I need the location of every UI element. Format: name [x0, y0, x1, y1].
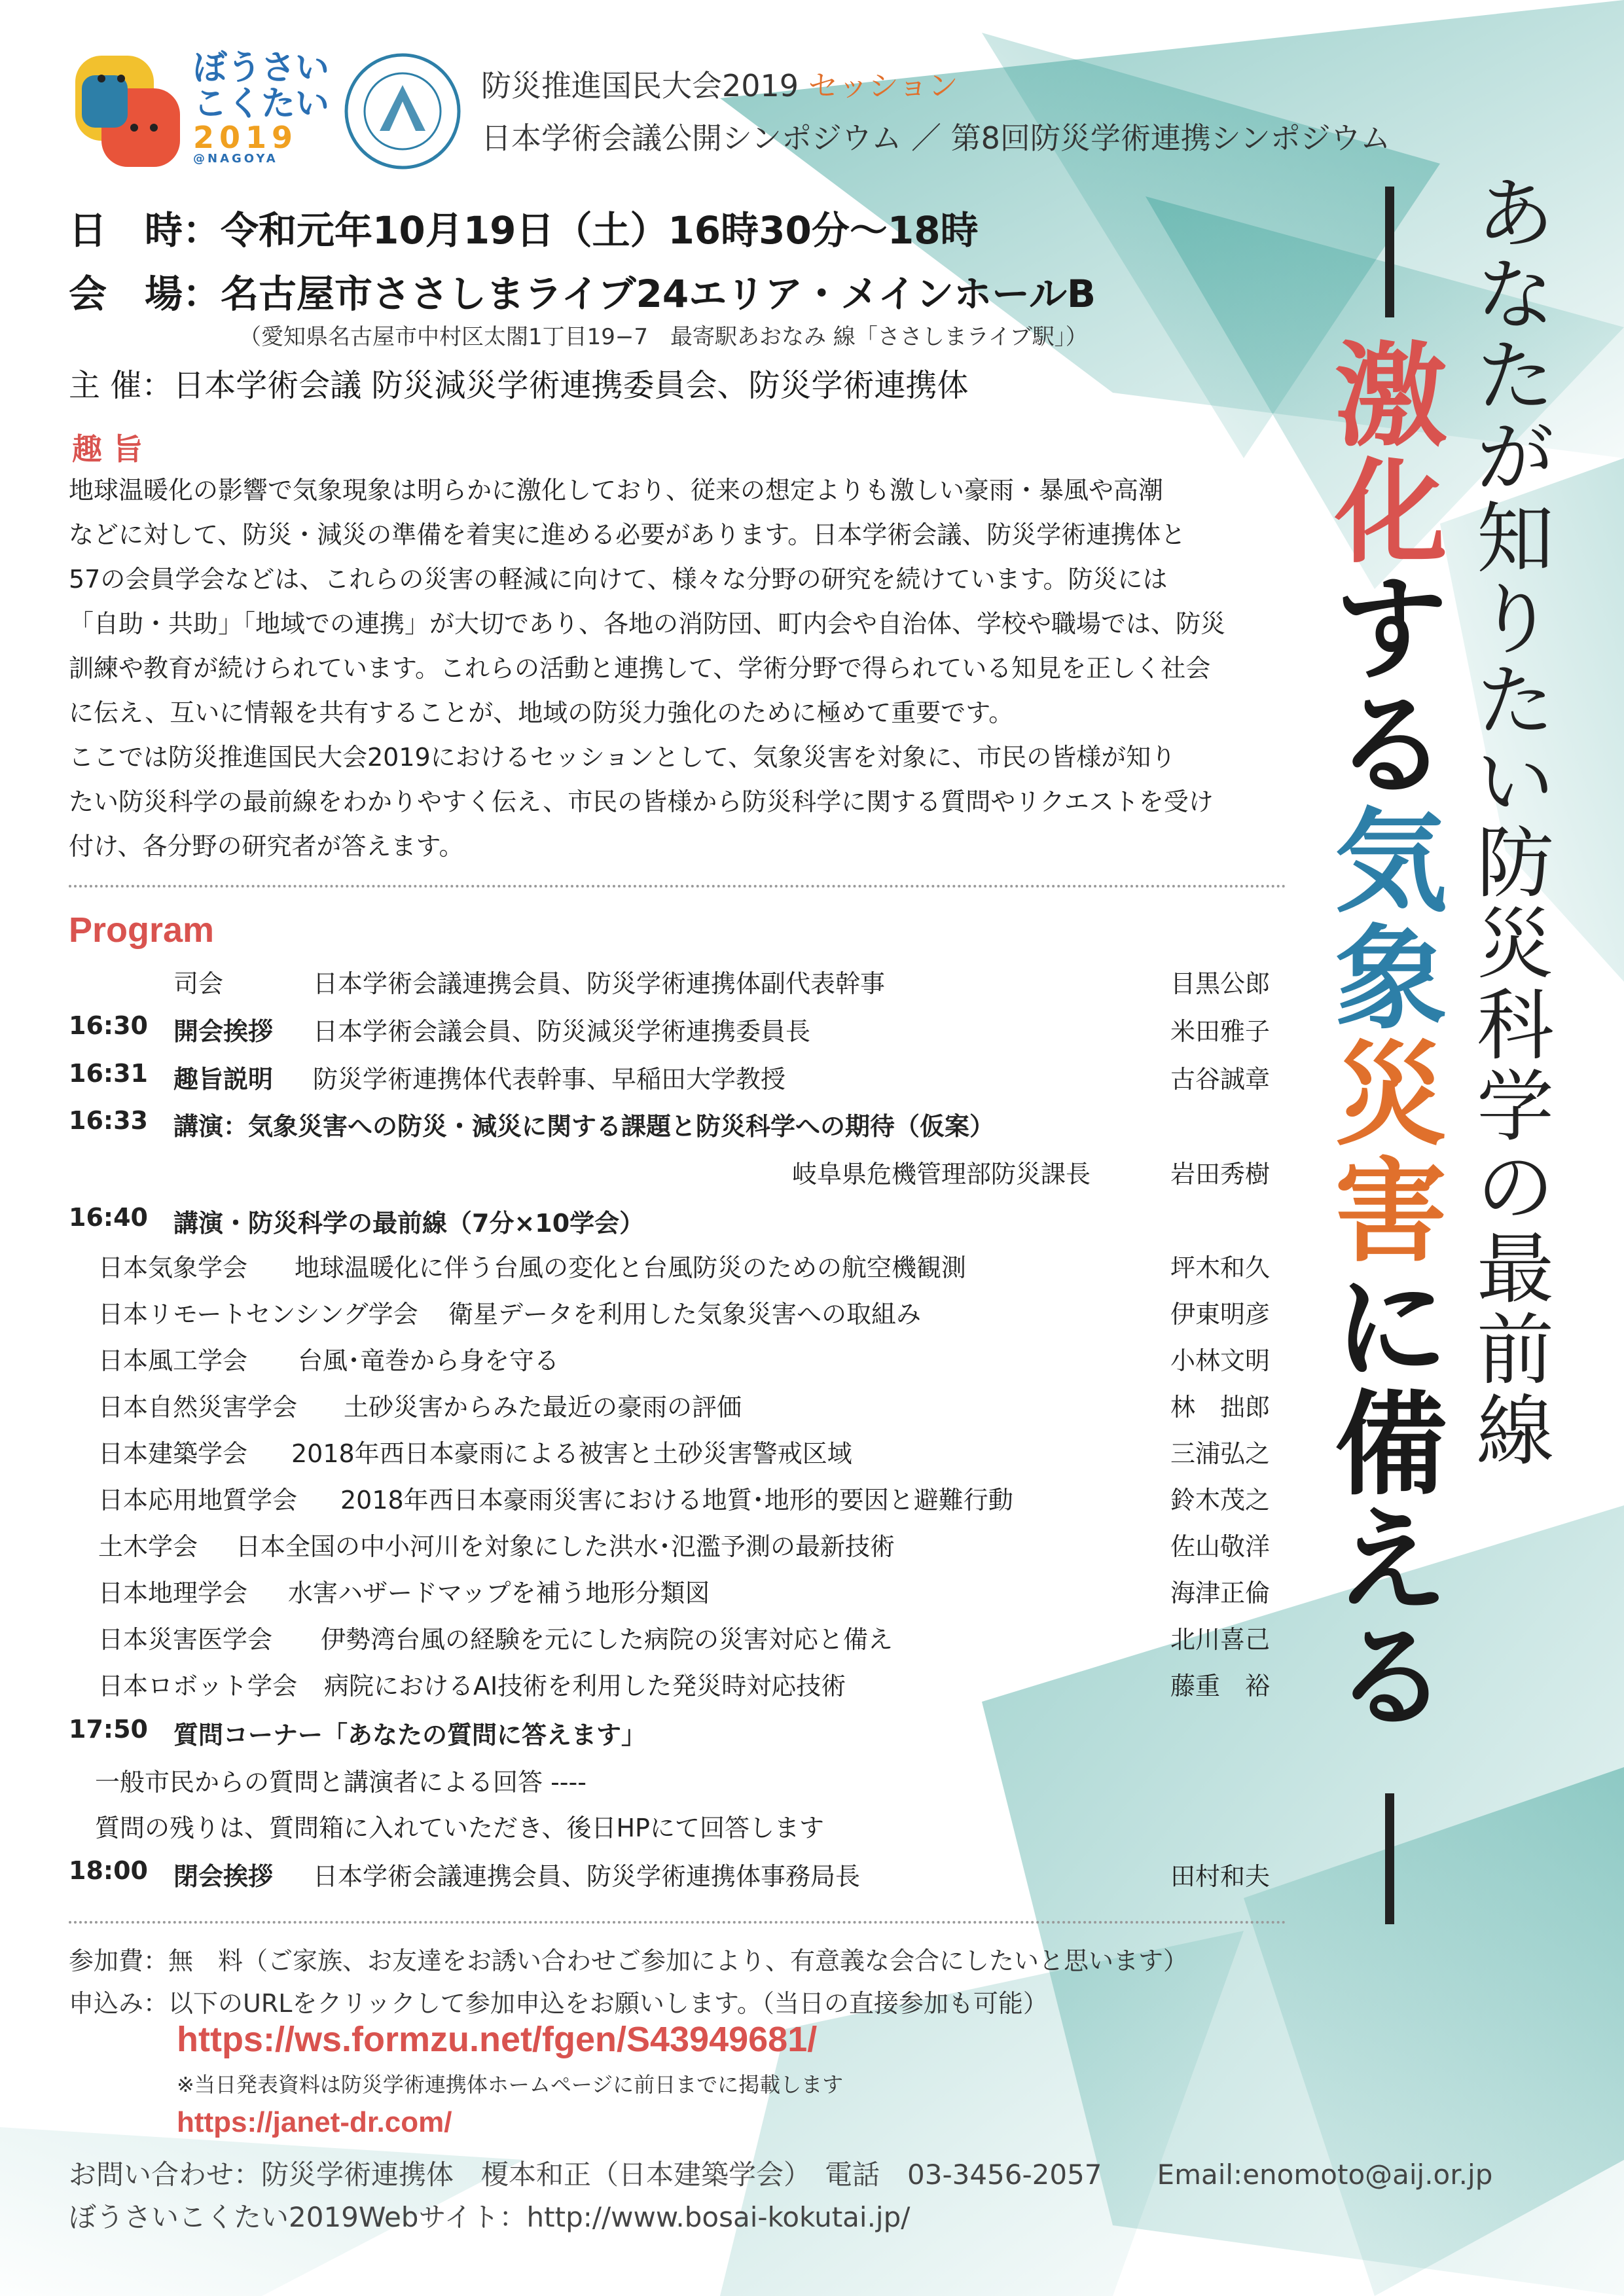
logo-text-1: ぼうさい: [193, 48, 330, 88]
talk-org: 日本地理学会: [98, 1579, 248, 1607]
frontline-time: 16:40: [69, 1203, 148, 1232]
talk-name: 北川喜己: [1170, 1625, 1270, 1654]
purpose-line: 訓練や教育が続けられています。これらの活動と連携して、学術分野で得られている知見を正しく社会: [69, 654, 1211, 683]
closing-time: 18:00: [69, 1856, 148, 1885]
title-line-1: [1466, 169, 1564, 1477]
contact-line: お問い合わせ：防災学術連携体 榎本和正（日本建築学会） 電話 03-3456-2057 Email:enomoto@aij.or.jp: [69, 2159, 1493, 2191]
apply-url-link[interactable]: https://ws.formzu.net/fgen/S43949681/: [177, 2020, 818, 2059]
title-char: 激: [1335, 331, 1447, 462]
title-dash-bottom: [1385, 1793, 1394, 1924]
mc-name: 目黒公郎: [1170, 969, 1270, 998]
title-char: る: [1335, 1612, 1447, 1744]
apply-line: 申込み：以下のURLをクリックして参加申込をお願いします。（当日の直接参加も可能）: [69, 1989, 1048, 2018]
talk-name: 林 拙郎: [1170, 1393, 1270, 1422]
title-char: の: [1476, 1143, 1554, 1233]
title-char: た: [1476, 656, 1554, 746]
talk-topic: 病院におけるAI技術を利用した発災時対応技術: [324, 1672, 846, 1700]
opening-name: 米田雅子: [1170, 1017, 1270, 1046]
purpose-line: などに対して、防災・減災の準備を着実に進める必要があります。日本学術会議、防災学術連携体と: [69, 520, 1186, 549]
talk-name: 坪木和久: [1170, 1253, 1270, 1282]
qa-line2: 質問の残りは、質問箱に入れていただき、後日HPにて回答します: [95, 1814, 824, 1842]
date-value: 令和元年10月19日（土）16時30分～18時: [221, 208, 979, 253]
date-row: [69, 200, 979, 255]
science-council-seal-icon: [344, 52, 461, 170]
materials-note: ※当日発表資料は防災学術連携体ホームページに前日までに掲載します: [177, 2072, 844, 2097]
host-line: 主 催：日本学術会議 防災減災学術連携委員会、防災学術連携体: [69, 367, 969, 404]
qa-label: 質問コーナー「あなたの質問に答えます」: [173, 1721, 647, 1749]
lecture-label: 講演：気象災害への防災・減災に関する課題と防災科学への期待（仮案）: [173, 1112, 995, 1141]
title-char: に: [1335, 1263, 1447, 1394]
home-url-link[interactable]: https://janet-dr.com/: [177, 2106, 452, 2138]
fee-line: 参加費：無 料（ご家族、お友達をお誘い合わせご参加により、有意義な会合にしたいと思います）: [69, 1946, 1189, 1975]
talk-topic: 2018年西日本豪雨による被害と土砂災害警戒区域: [291, 1439, 852, 1468]
title-char: な: [1476, 250, 1554, 340]
website-line: ぼうさいこくたい2019Webサイト：http://www.bosai-kokutai.jp/: [69, 2201, 911, 2233]
purpose-time: 16:31: [69, 1059, 148, 1088]
opening-label: 開会挨拶: [173, 1017, 274, 1046]
title-char: い: [1476, 737, 1554, 827]
purpose-line: 地球温暖化の影響で気象現象は明らかに激化しており、従来の想定よりも激しい豪雨・暴風や高潮: [69, 476, 1164, 505]
logo-city: @NAGOYA: [193, 152, 278, 166]
frontline-label: 講演・防災科学の最前線（7分×10学会）: [173, 1209, 645, 1238]
talk-org: 日本応用地質学会: [98, 1486, 298, 1515]
event-title-line2: 日本学術会議公開シンポジウム ／ 第8回防災学術連携シンポジウム: [481, 120, 1391, 156]
divider-bottom: [69, 1921, 1286, 1924]
lecture-name: 岩田秀樹: [1170, 1160, 1270, 1189]
talk-org: 日本災害医学会: [98, 1625, 273, 1654]
talk-name: 藤重 裕: [1170, 1672, 1270, 1700]
title-char: 知: [1476, 493, 1554, 584]
title-char: 災: [1335, 1030, 1447, 1161]
title-char: 学: [1476, 1062, 1554, 1152]
venue-value: 名古屋市ささしまライブ24エリア・メインホールB: [221, 272, 1096, 316]
talk-org: 土木学会: [98, 1532, 198, 1561]
title-char: 備: [1335, 1379, 1447, 1511]
title-line-2: [1329, 331, 1453, 1744]
title-char: 災: [1476, 899, 1554, 990]
talk-name: 小林文明: [1170, 1346, 1270, 1375]
purpose-line: たい防災科学の最前線をわかりやすく伝え、市民の皆様から防災科学に関する質問やリクエストを受け: [69, 787, 1214, 816]
talk-topic: 伊勢湾台風の経験を元にした病院の災害対応と備え: [321, 1625, 893, 1654]
talk-org: 日本自然災害学会: [98, 1393, 298, 1422]
title-char: 化: [1335, 447, 1447, 579]
lecture-time: 16:33: [69, 1106, 148, 1135]
mc-desc: 日本学術会議連携会員、防災学術連携体副代表幹事: [313, 969, 886, 998]
talk-name: 佐山敬洋: [1170, 1532, 1270, 1561]
title-char: が: [1476, 412, 1554, 503]
talk-topic: 衛星データを利用した気象災害への取組み: [448, 1300, 922, 1329]
title-char: 害: [1335, 1146, 1447, 1278]
talk-org: 日本風工学会: [98, 1346, 248, 1375]
talk-name: 鈴木茂之: [1170, 1486, 1270, 1515]
title-char: 科: [1476, 980, 1554, 1071]
purpose-title: 趣 旨: [72, 431, 143, 467]
title-char: 最: [1476, 1224, 1554, 1314]
talk-topic: 日本全国の中小河川を対象にした洪水･氾濫予測の最新技術: [236, 1532, 895, 1561]
venue-row: [69, 263, 1096, 318]
closing-name: 田村和夫: [1170, 1862, 1270, 1891]
purpose-line: 57の会員学会などは、これらの災害の軽減に向けて、様々な分野の研究を続けています。防災には: [69, 565, 1168, 594]
bosai-kokutai-logo: [62, 49, 337, 173]
purpose-name: 古谷誠章: [1170, 1065, 1270, 1094]
purpose-line: ここでは防災推進国民大会2019におけるセッションとして、気象災害を対象に、市民の皆様が知り: [69, 743, 1176, 772]
event-name: 防災推進国民大会2019: [481, 68, 799, 103]
talk-name: 伊東明彦: [1170, 1300, 1270, 1329]
venue-address: （愛知県名古屋市中村区太閤1丁目19−7 最寄駅あおなみ 線「ささしまライブ駅」）: [239, 324, 1088, 350]
title-char: す: [1335, 564, 1447, 695]
talk-org: 日本建築学会: [98, 1439, 248, 1468]
title-char: た: [1476, 331, 1554, 422]
title-char: 前: [1476, 1305, 1554, 1395]
event-session: セッション: [808, 68, 958, 103]
mascot-icon: [62, 49, 193, 173]
purpose-line: に伝え、互いに情報を共有することが、地域の防災力強化のために極めて重要です。: [69, 698, 1014, 727]
title-char: る: [1335, 680, 1447, 812]
logo-text-2: こくたい: [193, 84, 330, 124]
title-char: え: [1335, 1496, 1447, 1627]
venue-label: 会 場：: [69, 272, 221, 316]
title-char: 線: [1476, 1386, 1554, 1477]
talk-topic: 土砂災害からみた最近の豪雨の評価: [344, 1393, 742, 1422]
purpose-desc: 防災学術連携体代表幹事、早稲田大学教授: [313, 1065, 786, 1094]
purpose-line: 「自助・共助」「地域での連携」が大切であり、各地の消防団、町内会や自治体、学校や職場では、防災: [69, 609, 1226, 638]
closing-desc: 日本学術会議連携会員、防災学術連携体事務局長: [313, 1862, 861, 1891]
divider-top: [69, 885, 1286, 888]
talk-topic: 地球温暖化に伴う台風の変化と台風防災のための航空機観測: [295, 1253, 967, 1282]
mc-label: 司会: [173, 969, 224, 998]
title-char: 象: [1335, 913, 1447, 1045]
program-title: Program: [69, 910, 215, 950]
talk-topic: 台風･竜巻から身を守る: [298, 1346, 560, 1375]
title-dash-top: [1385, 187, 1394, 317]
talk-name: 海津正倫: [1170, 1579, 1270, 1607]
purpose-line: 付け、各分野の研究者が答えます。: [69, 832, 464, 861]
qa-line1: 一般市民からの質問と講演者による回答 ----: [95, 1768, 586, 1797]
event-title-line1: [481, 62, 958, 105]
talk-org: 日本リモートセンシング学会: [98, 1300, 418, 1329]
talk-topic: 水害ハザードマップを補う地形分類図: [288, 1579, 710, 1607]
opening-time: 16:30: [69, 1011, 148, 1040]
lecture-affiliation: 岐阜県危機管理部防災課長: [792, 1160, 1091, 1189]
purpose-label: 趣旨説明: [173, 1065, 274, 1094]
title-char: り: [1476, 575, 1554, 665]
title-char: あ: [1476, 169, 1554, 259]
purpose-body: [69, 468, 1293, 869]
opening-desc: 日本学術会議会員、防災減災学術連携委員長: [313, 1017, 811, 1046]
talk-name: 三浦弘之: [1170, 1439, 1270, 1468]
qa-time: 17:50: [69, 1715, 148, 1744]
talk-org: 日本ロボット学会: [98, 1672, 298, 1700]
date-label: 日 時：: [69, 208, 221, 253]
talk-topic: 2018年西日本豪雨災害における地質･地形的要因と避難行動: [340, 1486, 1013, 1515]
title-char: 防: [1476, 818, 1554, 908]
closing-label: 閉会挨拶: [173, 1862, 274, 1891]
title-char: 気: [1335, 797, 1447, 928]
talk-org: 日本気象学会: [98, 1253, 248, 1282]
logo-year: 2019: [193, 120, 298, 156]
